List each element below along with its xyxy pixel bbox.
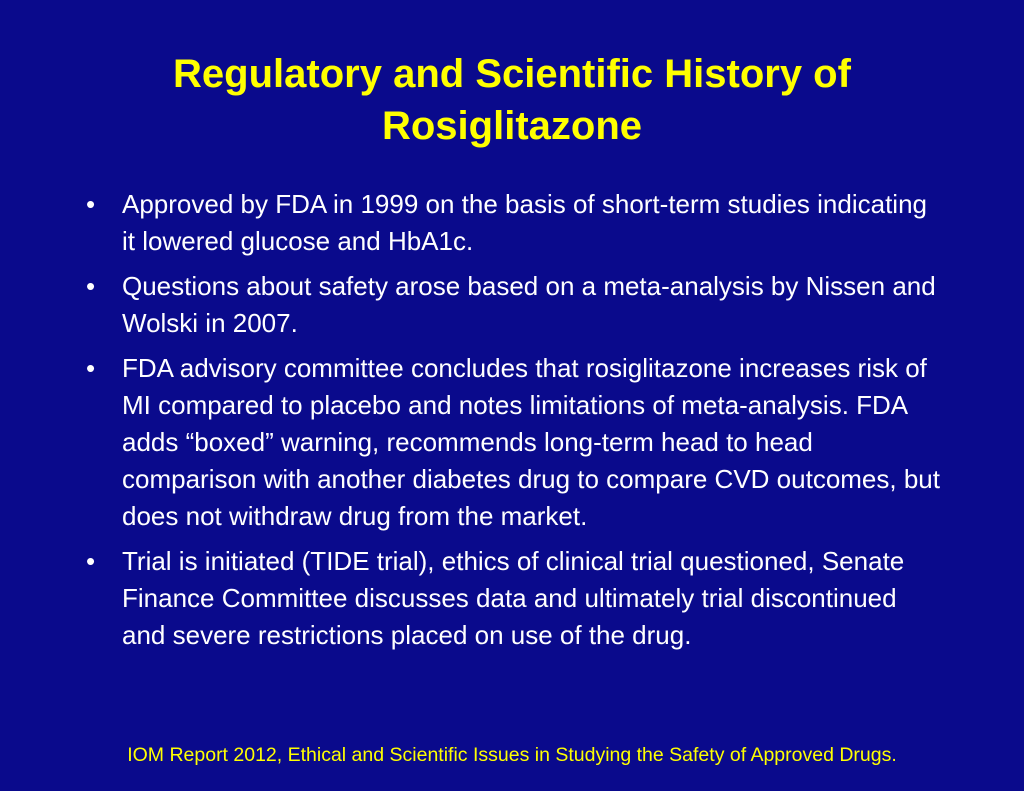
slide-title-line-2: Rosiglitazone bbox=[381, 104, 643, 148]
slide-title bbox=[60, 48, 964, 152]
bullet-list bbox=[86, 186, 946, 662]
bullet-icon: • bbox=[86, 353, 96, 383]
bullet-item-3 bbox=[86, 350, 946, 535]
citation: IOM Report 2012, Ethical and Scientific Issues in Studying the Safety of Approved Drugs. bbox=[127, 744, 897, 766]
bullet-text: FDA advisory committee concludes that rosiglitazone increases risk of MI compared to placebo and notes limitations of meta-analysis. FDA adds “boxed” warning, recommends long-term head to head comparison with another diabetes drug to compare CVD outcomes, but does not withdraw drug from the market. bbox=[122, 353, 940, 531]
bullet-item-1 bbox=[86, 186, 946, 260]
bullet-icon: • bbox=[86, 271, 96, 301]
bullet-icon: • bbox=[86, 546, 96, 576]
bullet-item-2 bbox=[86, 268, 946, 342]
bullet-text: Approved by FDA in 1999 on the basis of short-term studies indicating it lowered glucose and HbA1c. bbox=[122, 189, 927, 256]
bullet-text: Trial is initiated (TIDE trial), ethics of clinical trial questioned, Senate Finance Committee discusses data and ultimately trial discontinued and severe restrictions placed on use of the drug. bbox=[122, 546, 905, 650]
slide-title-line-1: Regulatory and Scientific History of bbox=[173, 52, 851, 96]
bullet-icon: • bbox=[86, 189, 96, 219]
bullet-item-4 bbox=[86, 543, 946, 654]
bullet-text: Questions about safety arose based on a meta-analysis by Nissen and Wolski in 2007. bbox=[122, 271, 936, 338]
